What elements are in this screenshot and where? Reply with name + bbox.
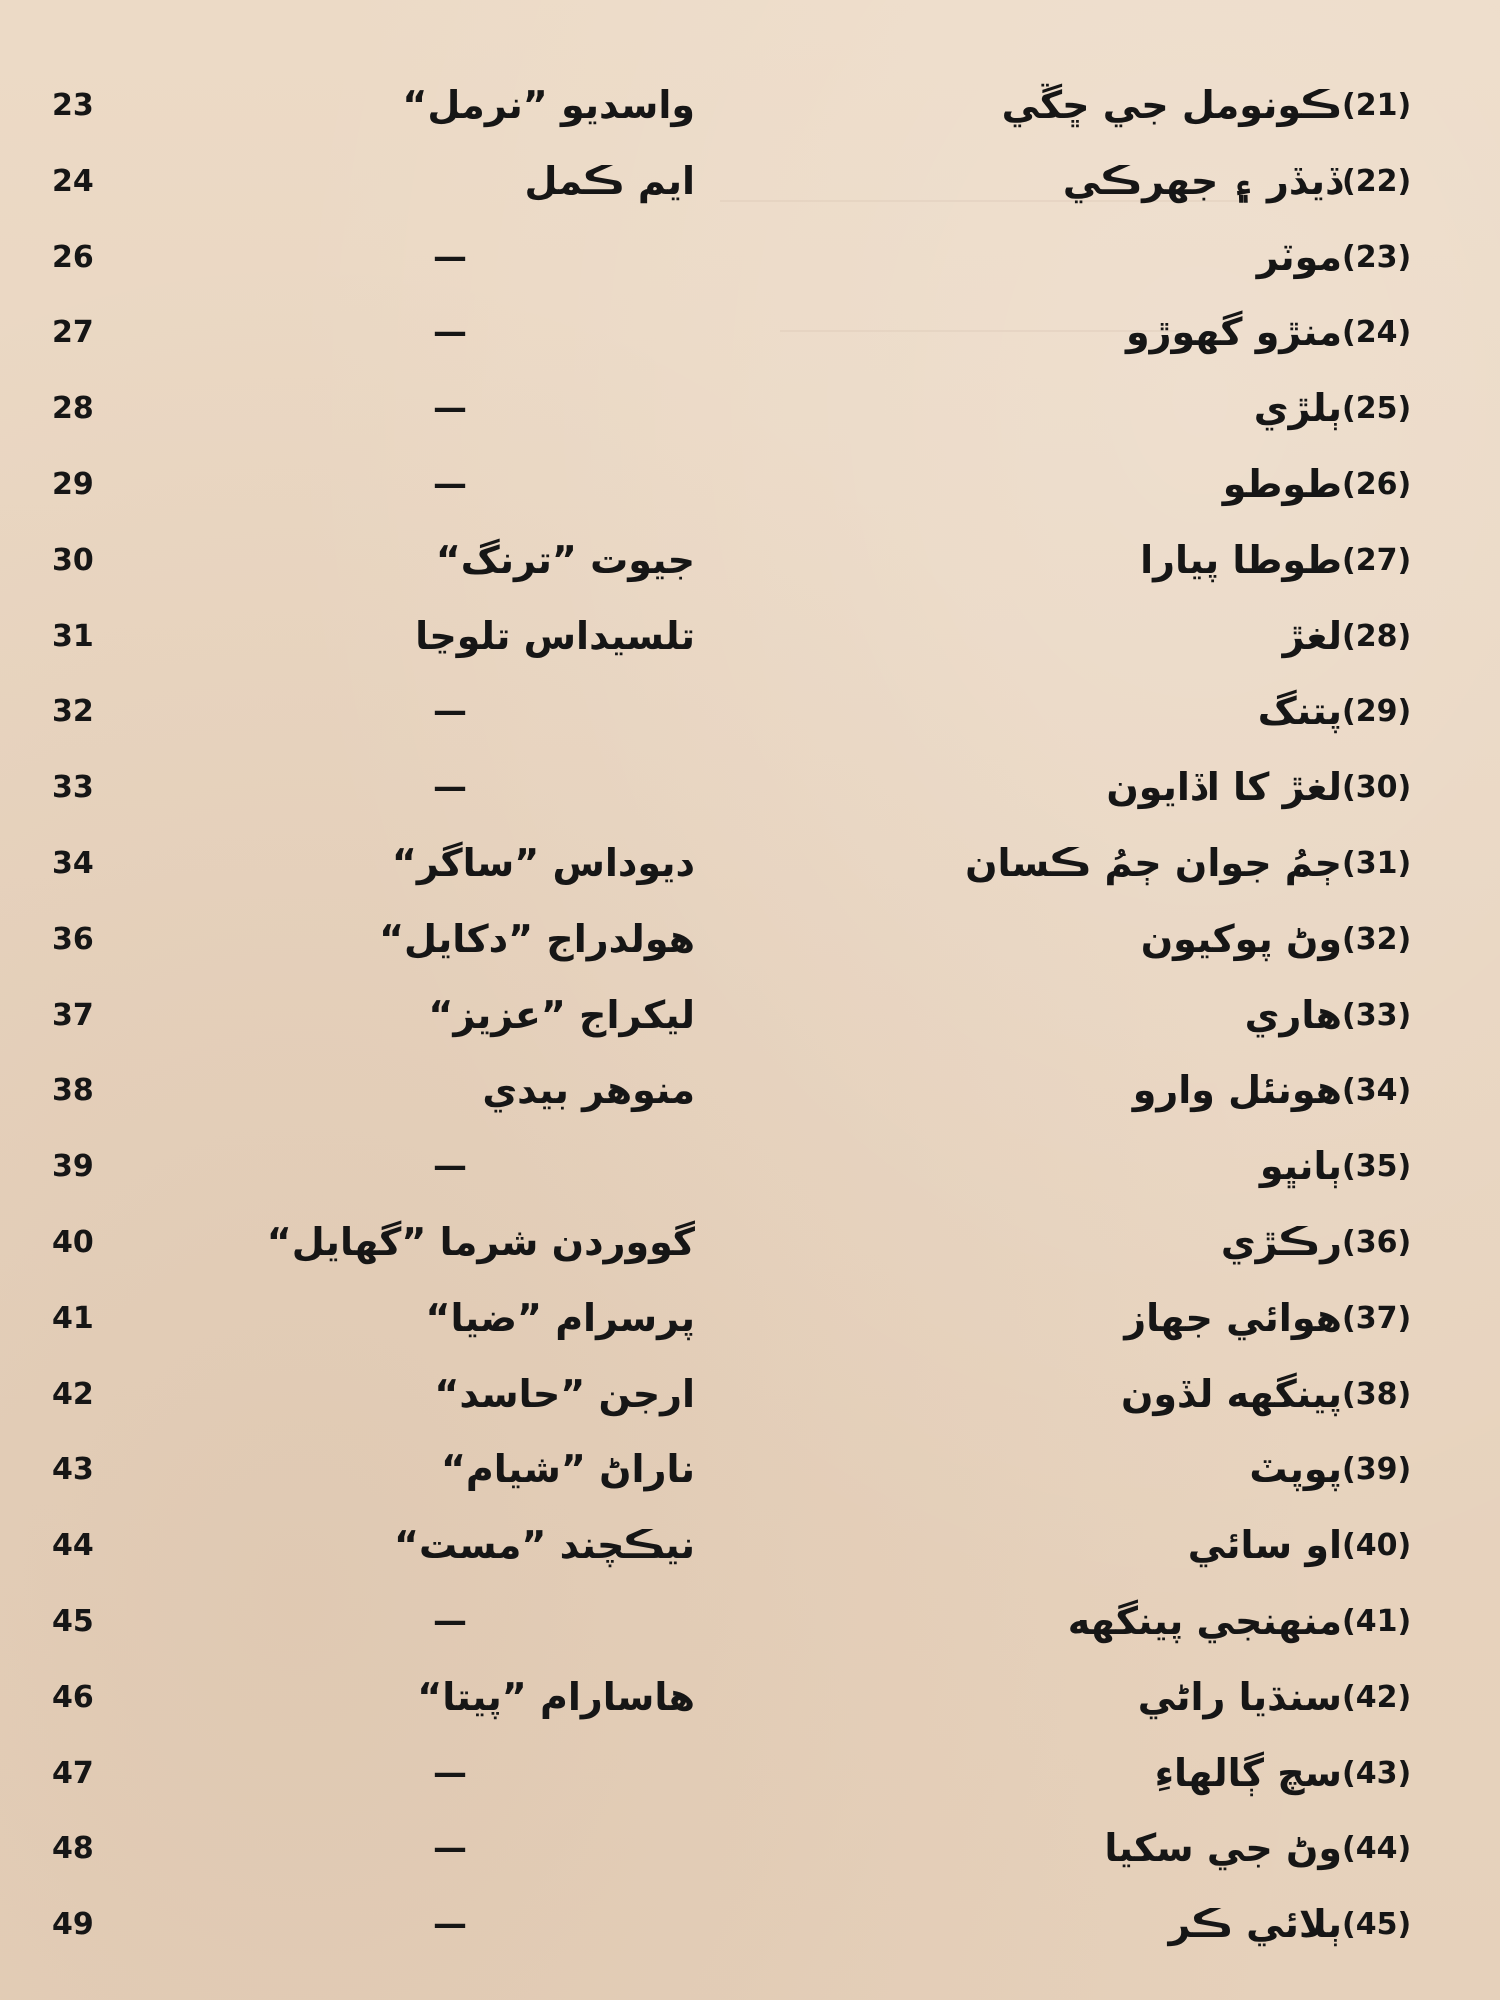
toc-author: — [433,1828,467,1869]
toc-page-number: 32 [52,694,94,730]
toc-page-number: 49 [52,1907,94,1943]
toc-title: وڻ جي سکيا [1104,1826,1342,1871]
toc-row [0,144,1500,220]
toc-row [0,902,1500,978]
toc-page-number: 40 [52,1224,94,1260]
toc-author: ليکراج ”عزيز“ [428,992,695,1037]
toc-entry-number: (38) [1342,1376,1412,1412]
toc-row [0,1887,1500,1963]
toc-author: گووردن شرما ”گهايل“ [266,1219,695,1264]
toc-entry-number: (40) [1342,1528,1412,1564]
toc-title: موٽر [1256,234,1342,279]
toc-entry-number: (36) [1342,1224,1412,1260]
toc-title: او سائي [1187,1523,1342,1568]
toc-entry-number: (35) [1342,1149,1412,1185]
toc-row [0,750,1500,826]
toc-title: ٻلائي ڪر [1168,1902,1342,1947]
toc-page-number: 27 [52,315,94,351]
toc-entry-number: (31) [1342,845,1412,881]
toc-entry-number: (37) [1342,1300,1412,1336]
toc-title: هونئل وارو [1132,1068,1342,1113]
toc-row [0,1811,1500,1887]
toc-title: سچ ڳالهاءِ [1154,1750,1342,1795]
toc-entry-number: (27) [1342,542,1412,578]
toc-row [0,523,1500,599]
toc-page-number: 24 [52,163,94,199]
toc-entry-number: (21) [1342,88,1412,123]
toc-row [0,371,1500,447]
table-of-contents [0,68,1500,1963]
toc-row [0,447,1500,523]
toc-title: پتنگ [1257,689,1342,734]
toc-author: — [433,388,467,429]
toc-author: تلسيداس تلوڃا [415,613,695,658]
toc-entry-number: (34) [1342,1073,1412,1109]
toc-title: هاري [1244,992,1342,1037]
toc-title: طوطا پيارا [1140,537,1342,582]
toc-author: — [433,312,467,353]
toc-page-number: 37 [52,997,94,1033]
toc-page-number: 48 [52,1831,94,1867]
toc-author: پرسرام ”ضيا“ [425,1295,695,1340]
toc-page-number: 41 [52,1300,94,1336]
toc-author: — [433,1904,467,1945]
toc-row [0,1660,1500,1736]
toc-entry-number: (39) [1342,1452,1412,1488]
toc-page-number: 38 [52,1073,94,1109]
toc-author: — [433,1600,467,1641]
toc-page-number: 30 [52,542,94,578]
toc-row [0,1281,1500,1357]
toc-author: واسديو ”نرمل“ [402,83,695,127]
toc-title: ڏيڏر ۽ جهرڪي [1062,158,1342,203]
toc-title: طوطو [1222,461,1342,506]
toc-page-number: 46 [52,1679,94,1715]
toc-author: — [433,236,467,277]
toc-title: پوپٽ [1249,1447,1342,1492]
toc-title: لغڙ [1282,613,1342,658]
toc-row [0,1736,1500,1812]
toc-row [0,68,1500,144]
toc-entry-number: (44) [1342,1831,1412,1867]
toc-author: هاسارام ”پيتا“ [417,1674,695,1719]
toc-page-number: 34 [52,845,94,881]
toc-title: رڪڙي [1220,1219,1342,1264]
toc-entry-number: (41) [1342,1603,1412,1639]
toc-page-number: 39 [52,1149,94,1185]
toc-author: هولدراج ”دکايل“ [379,916,695,961]
toc-author: — [433,463,467,504]
toc-entry-number: (24) [1342,315,1412,351]
toc-author: — [433,1146,467,1187]
toc-author: — [433,691,467,732]
toc-entry-number: (32) [1342,921,1412,957]
toc-author: ارجن ”حاسد“ [434,1371,695,1416]
toc-author: — [433,767,467,808]
toc-title: وڻ پوکيون [1140,916,1342,961]
toc-page-number: 47 [52,1755,94,1791]
toc-row [0,220,1500,296]
toc-title: لغڙ کا اڏايون [1106,765,1342,810]
toc-title: منهنجي پينگهه [1067,1598,1342,1643]
toc-title: ٻانڀو [1259,1144,1342,1189]
toc-page-number: 28 [52,391,94,427]
toc-title: ڄمُ جوان ڄمُ ڪسان [965,840,1342,885]
toc-row [0,1432,1500,1508]
toc-row [0,1584,1500,1660]
toc-title: ٻلڙي [1253,386,1342,431]
toc-page-number: 26 [52,239,94,275]
toc-row [0,1053,1500,1129]
toc-entry-number: (45) [1342,1907,1412,1943]
toc-page-number: 45 [52,1603,94,1639]
toc-entry-number: (33) [1342,997,1412,1033]
toc-entry-number: (30) [1342,770,1412,806]
toc-page-number: 33 [52,770,94,806]
toc-title: پينگهه لڏون [1120,1371,1342,1416]
toc-entry-number: (43) [1342,1755,1412,1791]
toc-author: جيوت ”ترنگ“ [435,537,695,582]
toc-author: ديوداس ”ساگر“ [391,840,695,885]
toc-row [0,295,1500,371]
toc-page-number: 43 [52,1452,94,1488]
toc-title: ڪونومل جي ڇڱي [1001,83,1342,127]
toc-row [0,1357,1500,1433]
toc-page-number: 36 [52,921,94,957]
toc-row [0,978,1500,1054]
toc-entry-number: (26) [1342,466,1412,502]
toc-page-number: 42 [52,1376,94,1412]
toc-entry-number: (22) [1342,163,1412,199]
toc-author: — [433,1752,467,1793]
toc-entry-number: (23) [1342,239,1412,275]
toc-author: ناراڻ ”شيام“ [440,1447,695,1492]
toc-entry-number: (25) [1342,391,1412,427]
toc-row [0,826,1500,902]
toc-author: ايم ڪمل [524,158,695,203]
toc-page-number: 31 [52,618,94,654]
toc-entry-number: (29) [1342,694,1412,730]
toc-page-number: 29 [52,466,94,502]
toc-row [0,1508,1500,1584]
toc-entry-number: (42) [1342,1679,1412,1715]
toc-title: منڙو گهوڙو [1125,310,1342,355]
toc-row [0,1129,1500,1205]
toc-entry-number: (28) [1342,618,1412,654]
toc-page-number: 44 [52,1528,94,1564]
toc-title: سنڌيا راڻي [1137,1674,1342,1719]
toc-row [0,599,1500,675]
toc-author: نيڪچند ”مست“ [393,1523,695,1568]
toc-title: هوائي جهاز [1124,1295,1342,1340]
toc-author: منوهر بيدي [482,1068,695,1113]
toc-row [0,1205,1500,1281]
toc-page-number: 23 [52,88,94,123]
toc-row [0,674,1500,750]
